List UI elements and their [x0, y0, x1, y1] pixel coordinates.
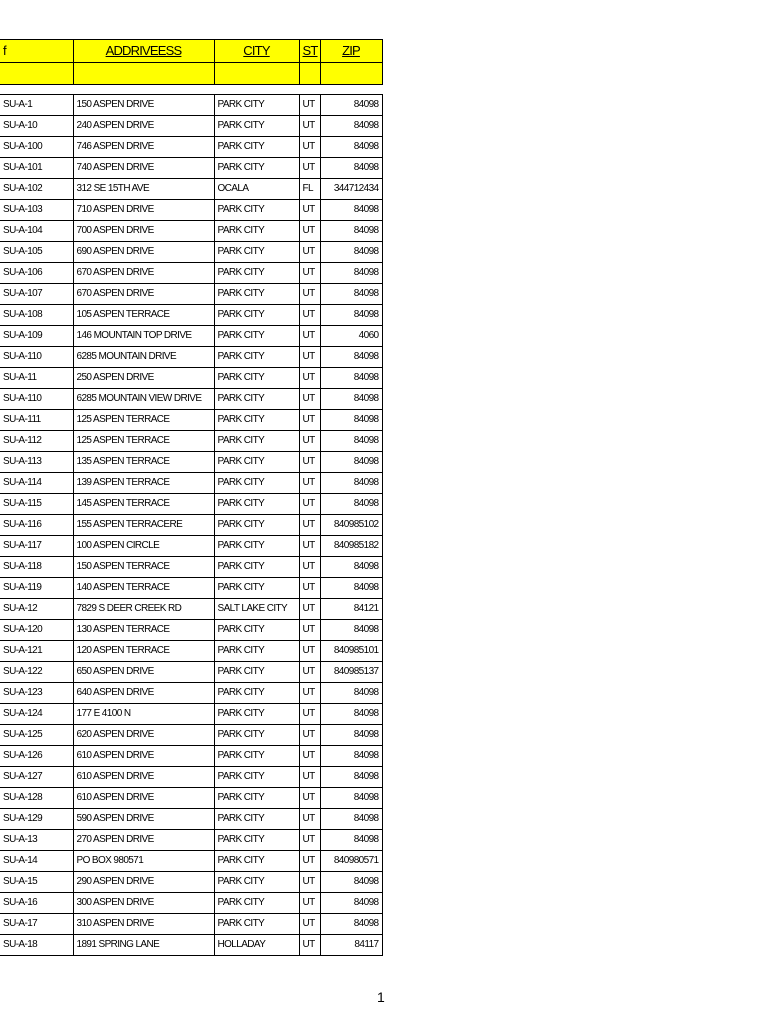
cell-zip[interactable]: 84098 [320, 809, 382, 830]
cell-zip[interactable]: 84098 [320, 263, 382, 284]
cell-address[interactable]: 670 ASPEN DRIVE [73, 284, 214, 305]
table-row [0, 158, 382, 179]
cell-zip[interactable]: 344712434 [320, 179, 382, 200]
cell-zip[interactable]: 84098 [320, 452, 382, 473]
cell-zip[interactable]: 840985137 [320, 662, 382, 683]
cell-id[interactable]: SU-A-12 [0, 599, 73, 620]
cell-zip[interactable]: 84098 [320, 284, 382, 305]
cell-zip[interactable]: 84098 [320, 788, 382, 809]
cell-id[interactable]: SU-A-10 [0, 116, 73, 137]
cell-id[interactable]: SU-A-18 [0, 935, 73, 956]
table-row [0, 914, 382, 935]
cell-id[interactable]: SU-A-129 [0, 809, 73, 830]
cell-city[interactable]: PARK CITY [214, 725, 299, 746]
cell-address[interactable]: 100 ASPEN CIRCLE [73, 536, 214, 557]
cell-zip[interactable]: 84098 [320, 725, 382, 746]
blank-cell[interactable] [320, 63, 382, 85]
cell-id[interactable]: SU-A-16 [0, 893, 73, 914]
cell-city[interactable]: PARK CITY [214, 410, 299, 431]
cell-id[interactable]: SU-A-119 [0, 578, 73, 599]
cell-state[interactable]: UT [299, 158, 320, 179]
cell-address[interactable]: 640 ASPEN DRIVE [73, 683, 214, 704]
cell-zip[interactable]: 84098 [320, 200, 382, 221]
cell-address[interactable]: 650 ASPEN DRIVE [73, 662, 214, 683]
table-row [0, 137, 382, 158]
cell-address[interactable]: 150 ASPEN TERRACE [73, 557, 214, 578]
cell-address[interactable]: 105 ASPEN TERRACE [73, 305, 214, 326]
header-id[interactable]: f [0, 40, 73, 63]
cell-address[interactable]: 310 ASPEN DRIVE [73, 914, 214, 935]
cell-city[interactable]: PARK CITY [214, 767, 299, 788]
cell-state[interactable]: UT [299, 305, 320, 326]
cell-zip[interactable]: 84098 [320, 683, 382, 704]
table-row [0, 200, 382, 221]
cell-city[interactable]: PARK CITY [214, 452, 299, 473]
cell-zip[interactable]: 84098 [320, 578, 382, 599]
cell-city[interactable]: PARK CITY [214, 515, 299, 536]
cell-address[interactable]: 125 ASPEN TERRACE [73, 431, 214, 452]
cell-zip[interactable]: 84098 [320, 431, 382, 452]
cell-city[interactable]: HOLLADAY [214, 935, 299, 956]
cell-city[interactable]: PARK CITY [214, 473, 299, 494]
cell-address[interactable]: 150 ASPEN DRIVE [73, 95, 214, 116]
cell-zip[interactable]: 4060 [320, 326, 382, 347]
cell-zip[interactable]: 84098 [320, 389, 382, 410]
cell-city[interactable]: PARK CITY [214, 851, 299, 872]
cell-state[interactable]: UT [299, 893, 320, 914]
table-row [0, 641, 382, 662]
table-row [0, 557, 382, 578]
cell-state[interactable]: UT [299, 746, 320, 767]
cell-city[interactable]: OCALA [214, 179, 299, 200]
cell-zip[interactable]: 84098 [320, 557, 382, 578]
cell-id[interactable]: SU-A-17 [0, 914, 73, 935]
cell-city[interactable]: PARK CITY [214, 389, 299, 410]
table-row [0, 935, 382, 956]
cell-zip[interactable]: 84098 [320, 893, 382, 914]
cell-address[interactable]: 135 ASPEN TERRACE [73, 452, 214, 473]
table-row [0, 347, 382, 368]
cell-state[interactable]: UT [299, 641, 320, 662]
table-row [0, 662, 382, 683]
cell-zip[interactable]: 84098 [320, 704, 382, 725]
table-row [0, 599, 382, 620]
cell-id[interactable]: SU-A-105 [0, 242, 73, 263]
cell-city[interactable]: PARK CITY [214, 641, 299, 662]
cell-id[interactable]: SU-A-106 [0, 263, 73, 284]
cell-id[interactable]: SU-A-109 [0, 326, 73, 347]
cell-zip[interactable]: 84098 [320, 137, 382, 158]
cell-state[interactable]: UT [299, 200, 320, 221]
cell-city[interactable]: PARK CITY [214, 431, 299, 452]
cell-state[interactable]: UT [299, 347, 320, 368]
cell-address[interactable]: 300 ASPEN DRIVE [73, 893, 214, 914]
cell-zip[interactable]: 84098 [320, 158, 382, 179]
cell-zip[interactable]: 84098 [320, 116, 382, 137]
cell-address[interactable]: 670 ASPEN DRIVE [73, 263, 214, 284]
cell-city[interactable]: PARK CITY [214, 578, 299, 599]
table-row [0, 683, 382, 704]
cell-city[interactable]: PARK CITY [214, 200, 299, 221]
table-row [0, 620, 382, 641]
cell-address[interactable]: 146 MOUNTAIN TOP DRIVE [73, 326, 214, 347]
spacer-cell [214, 85, 299, 95]
cell-city[interactable]: PARK CITY [214, 620, 299, 641]
cell-state[interactable]: UT [299, 431, 320, 452]
cell-id[interactable]: SU-A-14 [0, 851, 73, 872]
cell-city[interactable]: SALT LAKE CITY [214, 599, 299, 620]
cell-id[interactable]: SU-A-117 [0, 536, 73, 557]
cell-state[interactable]: UT [299, 725, 320, 746]
cell-id[interactable]: SU-A-13 [0, 830, 73, 851]
spacer-cell [299, 85, 320, 95]
table-row [0, 263, 382, 284]
cell-state[interactable]: UT [299, 557, 320, 578]
cell-address[interactable]: 610 ASPEN DRIVE [73, 767, 214, 788]
table-row [0, 830, 382, 851]
cell-city[interactable]: PARK CITY [214, 893, 299, 914]
cell-address[interactable]: 240 ASPEN DRIVE [73, 116, 214, 137]
cell-city[interactable]: PARK CITY [214, 746, 299, 767]
cell-city[interactable]: PARK CITY [214, 347, 299, 368]
cell-city[interactable]: PARK CITY [214, 683, 299, 704]
cell-id[interactable]: SU-A-118 [0, 557, 73, 578]
cell-city[interactable]: PARK CITY [214, 662, 299, 683]
cell-state[interactable]: UT [299, 599, 320, 620]
cell-zip[interactable]: 84098 [320, 473, 382, 494]
cell-state[interactable]: UT [299, 788, 320, 809]
table-row [0, 494, 382, 515]
table-row [0, 221, 382, 242]
cell-id[interactable]: SU-A-102 [0, 179, 73, 200]
header-row [0, 40, 382, 63]
cell-zip[interactable]: 84098 [320, 767, 382, 788]
cell-address[interactable]: 145 ASPEN TERRACE [73, 494, 214, 515]
cell-city[interactable]: PARK CITY [214, 158, 299, 179]
cell-zip[interactable]: 84098 [320, 347, 382, 368]
cell-zip[interactable]: 840985182 [320, 536, 382, 557]
cell-state[interactable]: UT [299, 284, 320, 305]
blank-cell[interactable] [299, 63, 320, 85]
cell-id[interactable]: SU-A-103 [0, 200, 73, 221]
cell-city[interactable]: PARK CITY [214, 809, 299, 830]
cell-id[interactable]: SU-A-110 [0, 389, 73, 410]
spacer-cell [320, 85, 382, 95]
spacer-cell [73, 85, 214, 95]
cell-state[interactable]: UT [299, 851, 320, 872]
cell-id[interactable]: SU-A-113 [0, 452, 73, 473]
cell-state[interactable]: UT [299, 536, 320, 557]
cell-address[interactable]: 120 ASPEN TERRACE [73, 641, 214, 662]
cell-state[interactable]: UT [299, 221, 320, 242]
cell-id[interactable]: SU-A-101 [0, 158, 73, 179]
header-city[interactable]: CITY [214, 40, 299, 63]
cell-city[interactable]: PARK CITY [214, 242, 299, 263]
cell-state[interactable]: UT [299, 683, 320, 704]
cell-state[interactable]: UT [299, 830, 320, 851]
cell-id[interactable]: SU-A-112 [0, 431, 73, 452]
cell-address[interactable]: 270 ASPEN DRIVE [73, 830, 214, 851]
cell-id[interactable]: SU-A-15 [0, 872, 73, 893]
header-zip[interactable]: ZIP [320, 40, 382, 63]
cell-zip[interactable]: 84098 [320, 620, 382, 641]
blank-cell[interactable] [73, 63, 214, 85]
cell-state[interactable]: UT [299, 662, 320, 683]
cell-city[interactable]: PARK CITY [214, 326, 299, 347]
cell-zip[interactable]: 84098 [320, 746, 382, 767]
cell-state[interactable]: UT [299, 515, 320, 536]
cell-city[interactable]: PARK CITY [214, 830, 299, 851]
table-row [0, 515, 382, 536]
cell-address[interactable]: 610 ASPEN DRIVE [73, 788, 214, 809]
cell-address[interactable]: 312 SE 15TH AVE [73, 179, 214, 200]
table-row [0, 809, 382, 830]
cell-state[interactable]: UT [299, 410, 320, 431]
cell-zip[interactable]: 84098 [320, 305, 382, 326]
table-row [0, 431, 382, 452]
cell-address[interactable]: PO BOX 980571 [73, 851, 214, 872]
page-number: 1 [377, 989, 385, 1005]
cell-state[interactable]: UT [299, 116, 320, 137]
cell-state[interactable]: UT [299, 473, 320, 494]
address-table [0, 39, 383, 956]
cell-zip[interactable]: 84098 [320, 242, 382, 263]
table-row [0, 179, 382, 200]
cell-zip[interactable]: 84098 [320, 95, 382, 116]
table-row [0, 473, 382, 494]
cell-state[interactable]: UT [299, 95, 320, 116]
cell-address[interactable]: 155 ASPEN TERRACERE [73, 515, 214, 536]
table-row [0, 284, 382, 305]
cell-state[interactable]: UT [299, 389, 320, 410]
cell-zip[interactable]: 84121 [320, 599, 382, 620]
cell-address[interactable]: 7829 S DEER CREEK RD [73, 599, 214, 620]
header-state[interactable]: ST [299, 40, 320, 63]
table-row [0, 725, 382, 746]
cell-city[interactable]: PARK CITY [214, 872, 299, 893]
cell-state[interactable]: UT [299, 494, 320, 515]
cell-city[interactable]: PARK CITY [214, 704, 299, 725]
table-row [0, 95, 382, 116]
cell-zip[interactable]: 840980571 [320, 851, 382, 872]
cell-address[interactable]: 610 ASPEN DRIVE [73, 746, 214, 767]
cell-id[interactable]: SU-A-125 [0, 725, 73, 746]
cell-address[interactable]: 139 ASPEN TERRACE [73, 473, 214, 494]
cell-address[interactable]: 1891 SPRING LANE [73, 935, 214, 956]
cell-zip[interactable]: 84098 [320, 410, 382, 431]
spacer-row [0, 85, 382, 95]
cell-address[interactable]: 140 ASPEN TERRACE [73, 578, 214, 599]
cell-zip[interactable]: 84098 [320, 914, 382, 935]
cell-state[interactable]: UT [299, 872, 320, 893]
table-row [0, 116, 382, 137]
cell-zip[interactable]: 84098 [320, 494, 382, 515]
cell-state[interactable]: UT [299, 809, 320, 830]
table-row [0, 851, 382, 872]
cell-id[interactable]: SU-A-115 [0, 494, 73, 515]
cell-address[interactable]: 130 ASPEN TERRACE [73, 620, 214, 641]
cell-id[interactable]: SU-A-104 [0, 221, 73, 242]
cell-state[interactable]: UT [299, 368, 320, 389]
cell-state[interactable]: UT [299, 452, 320, 473]
cell-id[interactable]: SU-A-100 [0, 137, 73, 158]
table-row [0, 872, 382, 893]
cell-id[interactable]: SU-A-111 [0, 410, 73, 431]
cell-id[interactable]: SU-A-1 [0, 95, 73, 116]
cell-state[interactable]: UT [299, 914, 320, 935]
cell-id[interactable]: SU-A-126 [0, 746, 73, 767]
cell-city[interactable]: PARK CITY [214, 221, 299, 242]
cell-address[interactable]: 620 ASPEN DRIVE [73, 725, 214, 746]
table-row [0, 368, 382, 389]
cell-id[interactable]: SU-A-108 [0, 305, 73, 326]
cell-id[interactable]: SU-A-114 [0, 473, 73, 494]
cell-state[interactable]: UT [299, 578, 320, 599]
cell-city[interactable]: PARK CITY [214, 788, 299, 809]
cell-zip[interactable]: 840985102 [320, 515, 382, 536]
cell-city[interactable]: PARK CITY [214, 95, 299, 116]
cell-address[interactable]: 710 ASPEN DRIVE [73, 200, 214, 221]
table-row [0, 704, 382, 725]
header-blank-row [0, 63, 382, 85]
cell-address[interactable]: 125 ASPEN TERRACE [73, 410, 214, 431]
cell-id[interactable]: SU-A-110 [0, 347, 73, 368]
cell-state[interactable]: UT [299, 263, 320, 284]
cell-id[interactable]: SU-A-120 [0, 620, 73, 641]
cell-city[interactable]: PARK CITY [214, 494, 299, 515]
table-row [0, 389, 382, 410]
cell-address[interactable]: 6285 MOUNTAIN DRIVE [73, 347, 214, 368]
cell-state[interactable]: UT [299, 620, 320, 641]
cell-city[interactable]: PARK CITY [214, 284, 299, 305]
cell-id[interactable]: SU-A-116 [0, 515, 73, 536]
cell-state[interactable]: UT [299, 326, 320, 347]
cell-state[interactable]: UT [299, 242, 320, 263]
cell-address[interactable]: 690 ASPEN DRIVE [73, 242, 214, 263]
table-row [0, 746, 382, 767]
cell-address[interactable]: 250 ASPEN DRIVE [73, 368, 214, 389]
cell-address[interactable]: 746 ASPEN DRIVE [73, 137, 214, 158]
cell-city[interactable]: PARK CITY [214, 116, 299, 137]
cell-zip[interactable]: 840985101 [320, 641, 382, 662]
table-row [0, 242, 382, 263]
blank-cell[interactable] [0, 63, 73, 85]
cell-state[interactable]: UT [299, 137, 320, 158]
cell-id[interactable]: SU-A-11 [0, 368, 73, 389]
table-row [0, 893, 382, 914]
table-row [0, 788, 382, 809]
table-row [0, 536, 382, 557]
cell-id[interactable]: SU-A-121 [0, 641, 73, 662]
cell-id[interactable]: SU-A-124 [0, 704, 73, 725]
cell-city[interactable]: PARK CITY [214, 305, 299, 326]
cell-city[interactable]: PARK CITY [214, 914, 299, 935]
cell-id[interactable]: SU-A-128 [0, 788, 73, 809]
cell-zip[interactable]: 84098 [320, 368, 382, 389]
cell-zip[interactable]: 84117 [320, 935, 382, 956]
table-row [0, 326, 382, 347]
cell-id[interactable]: SU-A-122 [0, 662, 73, 683]
cell-id[interactable]: SU-A-123 [0, 683, 73, 704]
cell-id[interactable]: SU-A-127 [0, 767, 73, 788]
cell-address[interactable]: 290 ASPEN DRIVE [73, 872, 214, 893]
cell-zip[interactable]: 84098 [320, 872, 382, 893]
cell-zip[interactable]: 84098 [320, 221, 382, 242]
cell-city[interactable]: PARK CITY [214, 557, 299, 578]
blank-cell[interactable] [214, 63, 299, 85]
cell-id[interactable]: SU-A-107 [0, 284, 73, 305]
cell-state[interactable]: FL [299, 179, 320, 200]
header-address[interactable]: ADDRIVEESS [73, 40, 214, 63]
cell-zip[interactable]: 84098 [320, 830, 382, 851]
cell-state[interactable]: UT [299, 767, 320, 788]
cell-address[interactable]: 177 E 4100 N [73, 704, 214, 725]
cell-state[interactable]: UT [299, 704, 320, 725]
spacer-cell [0, 85, 73, 95]
cell-city[interactable]: PARK CITY [214, 263, 299, 284]
cell-address[interactable]: 700 ASPEN DRIVE [73, 221, 214, 242]
cell-address[interactable]: 6285 MOUNTAIN VIEW DRIVE [73, 389, 214, 410]
table-row [0, 578, 382, 599]
cell-address[interactable]: 590 ASPEN DRIVE [73, 809, 214, 830]
table-row [0, 767, 382, 788]
cell-city[interactable]: PARK CITY [214, 368, 299, 389]
table-row [0, 305, 382, 326]
cell-address[interactable]: 740 ASPEN DRIVE [73, 158, 214, 179]
cell-city[interactable]: PARK CITY [214, 137, 299, 158]
table-row [0, 410, 382, 431]
cell-state[interactable]: UT [299, 935, 320, 956]
table-row [0, 452, 382, 473]
cell-city[interactable]: PARK CITY [214, 536, 299, 557]
